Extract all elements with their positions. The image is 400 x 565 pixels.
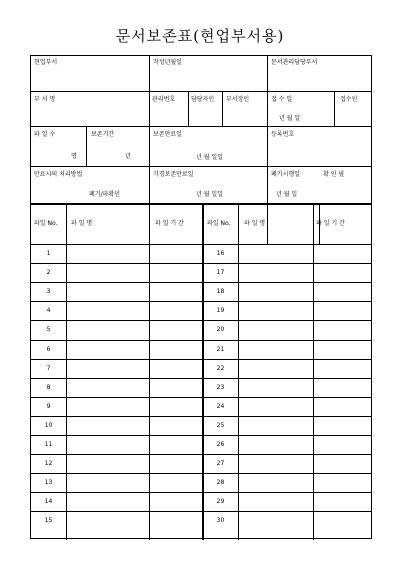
divider: [149, 56, 150, 203]
page-title: 문서보존표(현업부서용): [115, 27, 285, 45]
retention-end-value: 년 월 일일: [196, 154, 223, 161]
file-no-right: 28: [216, 479, 225, 487]
file-no-right: 17: [216, 269, 225, 277]
row-divider: [31, 492, 371, 493]
row-divider: [31, 378, 371, 379]
label-retention-period: 보존기간: [91, 131, 115, 138]
label-reg-no: 등록번호: [271, 131, 295, 138]
divider: [31, 244, 371, 245]
col-file-name-left: 파 일 명: [71, 220, 93, 227]
disposal-date-value: 년 월 일: [276, 191, 298, 198]
label-created-date: 작성년월일: [153, 59, 182, 66]
divider: [31, 126, 371, 127]
col-file-period-right: 파 일 기 간: [316, 220, 345, 227]
col-file-no-left: 파일 No.: [34, 220, 58, 227]
unit-count: 명: [71, 153, 77, 160]
divider: [66, 203, 67, 540]
file-no-right: 29: [216, 498, 225, 506]
divider: [31, 166, 371, 167]
row-divider: [31, 282, 371, 283]
file-no-right: 20: [216, 326, 225, 334]
file-no-left: 8: [46, 383, 51, 391]
file-no-right: 18: [216, 288, 225, 296]
file-no-left: 2: [46, 269, 51, 277]
label-checker: 확 인 필: [323, 171, 345, 178]
file-no-right: 23: [216, 383, 225, 391]
divider: [313, 203, 314, 540]
label-receiver: 접수인: [340, 96, 358, 103]
label-dept-name: 부 서 명: [34, 96, 56, 103]
file-no-left: 4: [46, 307, 51, 315]
row-divider: [31, 397, 371, 398]
file-no-left: 9: [46, 402, 51, 410]
retention-form: [30, 55, 372, 539]
row-divider: [31, 359, 371, 360]
divider: [267, 203, 268, 244]
file-no-left: 3: [46, 288, 51, 296]
unit-year: 년: [125, 153, 131, 160]
file-no-left: 15: [44, 517, 53, 525]
label-receipt-date: 접 수 일: [271, 96, 293, 103]
divider: [267, 56, 268, 203]
disposal-confirm: 폐기/파확인: [89, 191, 121, 198]
file-no-right: 22: [216, 364, 225, 372]
label-mgmt-no: 관리번호: [152, 96, 176, 103]
file-no-right: 30: [216, 517, 225, 525]
label-disposal-date: 폐기시행일: [271, 171, 300, 178]
label-disposal-method: 만료시의 처리방법: [34, 171, 83, 178]
divider: [31, 203, 371, 205]
row-divider: [31, 416, 371, 417]
file-no-left: 13: [44, 479, 53, 487]
file-no-right: 16: [216, 250, 225, 258]
file-no-right: 19: [216, 307, 225, 315]
file-no-left: 10: [44, 421, 53, 429]
file-no-right: 26: [216, 441, 225, 449]
row-divider: [31, 435, 371, 436]
file-no-right: 25: [216, 421, 225, 429]
divider: [149, 203, 150, 540]
label-current-dept: 현업부서: [34, 59, 58, 66]
label-retention-end: 보존만료일: [153, 131, 182, 138]
divider: [86, 126, 87, 166]
label-dept-head: 부서장인: [226, 96, 250, 103]
divider: [222, 91, 223, 126]
divider: [238, 203, 239, 540]
row-divider: [31, 473, 371, 474]
divider: [188, 91, 189, 126]
file-no-left: 7: [46, 364, 51, 372]
file-no-right: 27: [216, 460, 225, 468]
label-person-in-charge: 담당자인: [191, 96, 215, 103]
label-file-count: 파 일 수: [34, 131, 56, 138]
file-no-left: 6: [46, 345, 51, 353]
file-no-right: 21: [216, 345, 225, 353]
row-divider: [31, 263, 371, 264]
file-no-right: 24: [216, 402, 225, 410]
row-divider: [31, 301, 371, 302]
label-doc-manager-dept: 문서관리담당부서: [271, 59, 318, 66]
col-file-period-left: 파 일 기 간: [155, 220, 184, 227]
label-extended-end: 기경보존만료일: [153, 171, 194, 178]
file-no-left: 12: [44, 460, 53, 468]
row-divider: [31, 454, 371, 455]
extended-end-value: 년 월 일일: [196, 191, 223, 198]
col-file-no-right: 파일 No.: [207, 220, 231, 227]
file-no-left: 5: [46, 326, 51, 334]
file-no-left: 1: [46, 250, 51, 258]
row-divider: [31, 340, 371, 341]
divider: [334, 91, 335, 126]
row-divider: [31, 511, 371, 512]
file-no-left: 14: [44, 498, 53, 506]
divider: [31, 91, 371, 92]
col-file-name-right: 파 일 명: [244, 220, 266, 227]
file-no-left: 11: [44, 441, 53, 449]
receipt-date-value: 년 월 일: [279, 115, 301, 122]
row-divider: [31, 320, 371, 321]
